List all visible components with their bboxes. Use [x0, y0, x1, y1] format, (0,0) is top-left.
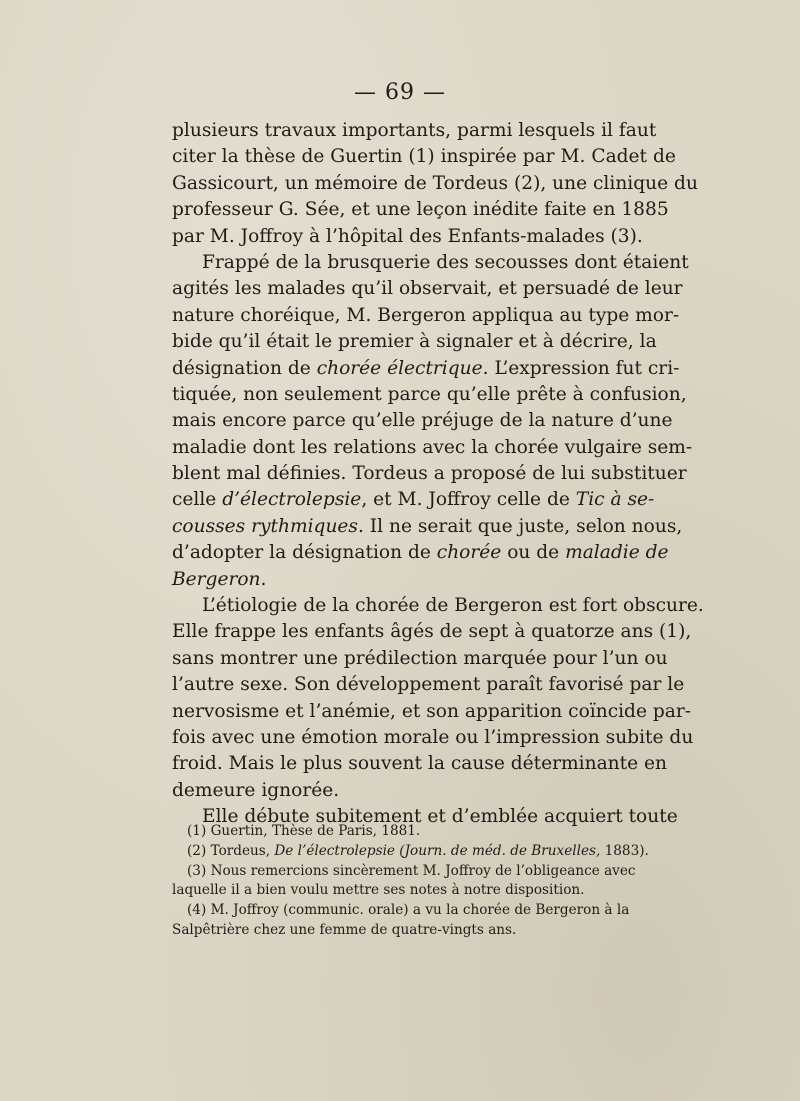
text-line — [172, 751, 667, 777]
text-run: Elle frappe les enfants âgés de sept à quatorze ans (1), — [172, 621, 692, 643]
text-run: (2) Tordeus, — [187, 842, 275, 859]
text-run: (3) Nous remercions sincèrement M. Joffroy de l’obligeance avec — [187, 862, 636, 879]
text-run: mais encore parce qu’elle préjuge de la nature d’une — [172, 410, 673, 432]
text-run: . L’expression fut cri- — [482, 357, 680, 379]
body-text — [172, 118, 704, 831]
text-run: Gassicourt, un mémoire de Tordeus (2), une clinique du — [172, 172, 698, 194]
text-run: . — [260, 568, 267, 590]
italic-text: cousses rythmiques — [172, 515, 358, 537]
italic-text: De l’électrolepsie (Journ. de méd. de Bruxelles, — [274, 842, 601, 859]
text-run: laquelle il a bien voulu mettre ses notes à notre disposition. — [172, 882, 585, 899]
italic-text: d’électrolepsie — [222, 489, 362, 511]
footnotes — [172, 822, 649, 941]
text-line — [172, 356, 680, 382]
text-line — [172, 540, 669, 566]
text-line — [172, 329, 657, 355]
text-line — [172, 461, 687, 487]
text-line — [172, 118, 657, 144]
text-run: l’autre sexe. Son développement paraît favorisé par le — [172, 674, 685, 696]
text-run: bide qu’il était le premier à signaler et à décrire, la — [172, 331, 657, 353]
text-run: professeur G. Sée, et une leçon inédite faite en 1885 — [172, 199, 669, 221]
footnote-line — [172, 921, 627, 941]
footnote-line — [172, 842, 649, 862]
text-run: fois avec une émotion morale ou l’impression subite du — [172, 726, 694, 748]
text-run: sans montrer une prédilection marquée pour l’un ou — [172, 647, 668, 669]
text-line — [172, 699, 692, 725]
italic-text: chorée — [436, 542, 502, 564]
text-run: Elle débute subitement et d’emblée acquiert toute — [202, 806, 678, 828]
text-line — [172, 725, 694, 751]
text-run: agités les malades qu’il observait, et persuadé de leur — [172, 278, 683, 300]
text-run: Salpêtrière chez une femme de quatre-vingts ans. — [172, 921, 517, 938]
text-run: nature choréique, M. Bergeron appliqua au type mor- — [172, 304, 680, 326]
text-line — [172, 619, 692, 645]
text-line — [172, 408, 673, 434]
text-run: demeure ignorée. — [172, 779, 340, 801]
text-line — [172, 487, 655, 513]
footnote-line — [172, 881, 627, 901]
text-line — [172, 224, 643, 250]
text-run: tiquée, non seulement parce qu’elle prête à confusion, — [172, 383, 687, 405]
text-line — [172, 778, 627, 804]
text-run: plusieurs travaux importants, parmi lesquels il faut — [172, 120, 657, 141]
italic-text: maladie de — [565, 542, 669, 564]
text-run: maladie dont les relations avec la chorée vulgaire sem- — [172, 436, 693, 458]
text-run: désignation de — [172, 357, 317, 379]
text-run: 1883). — [600, 842, 649, 859]
text-run: blent mal définies. Tordeus a proposé de lui substituer — [172, 463, 687, 485]
text-line — [172, 435, 693, 461]
italic-text: Bergeron — [172, 568, 261, 590]
footnote-line — [172, 901, 630, 921]
text-run: Frappé de la brusquerie des secousses dont étaient — [202, 251, 689, 273]
text-line — [172, 567, 627, 593]
text-run: froid. Mais le plus souvent la cause déterminante en — [172, 753, 667, 775]
text-run: par M. Joffroy à l’hôpital des Enfants-malades (3). — [172, 225, 643, 247]
text-run: (1) Guertin, Thèse de Paris, 1881. — [187, 823, 421, 839]
italic-text: chorée électrique — [316, 357, 483, 379]
italic-text: Tic à se- — [575, 489, 655, 511]
text-run: . Il ne serait que juste, selon nous, — [357, 515, 683, 537]
text-line — [172, 250, 689, 276]
text-run: citer la thèse de Guertin (1) inspirée par M. Cadet de — [172, 146, 676, 168]
footnote-line — [172, 822, 627, 842]
text-line — [172, 382, 687, 408]
footnote-line — [172, 862, 636, 882]
text-line — [172, 303, 680, 329]
text-line — [172, 646, 668, 672]
text-line — [172, 171, 698, 197]
text-line — [172, 672, 685, 698]
text-run: celle — [172, 489, 223, 511]
text-line — [172, 593, 704, 619]
text-line — [172, 144, 676, 170]
text-run: (4) M. Joffroy (communic. orale) a vu la chorée de Bergeron à la — [187, 902, 630, 919]
text-run: ou de — [501, 542, 566, 564]
text-run: d’adopter la désignation de — [172, 542, 437, 564]
text-run: L’étiologie de la chorée de Bergeron est fort obscure. — [202, 595, 704, 617]
text-run: , et M. Joffroy celle de — [361, 489, 576, 511]
text-line — [172, 276, 683, 302]
page-number: — 69 — — [354, 80, 446, 105]
text-line — [172, 514, 683, 540]
text-run: nervosisme et l’anémie, et son apparition coïncide par- — [172, 700, 692, 722]
text-line — [172, 197, 669, 223]
